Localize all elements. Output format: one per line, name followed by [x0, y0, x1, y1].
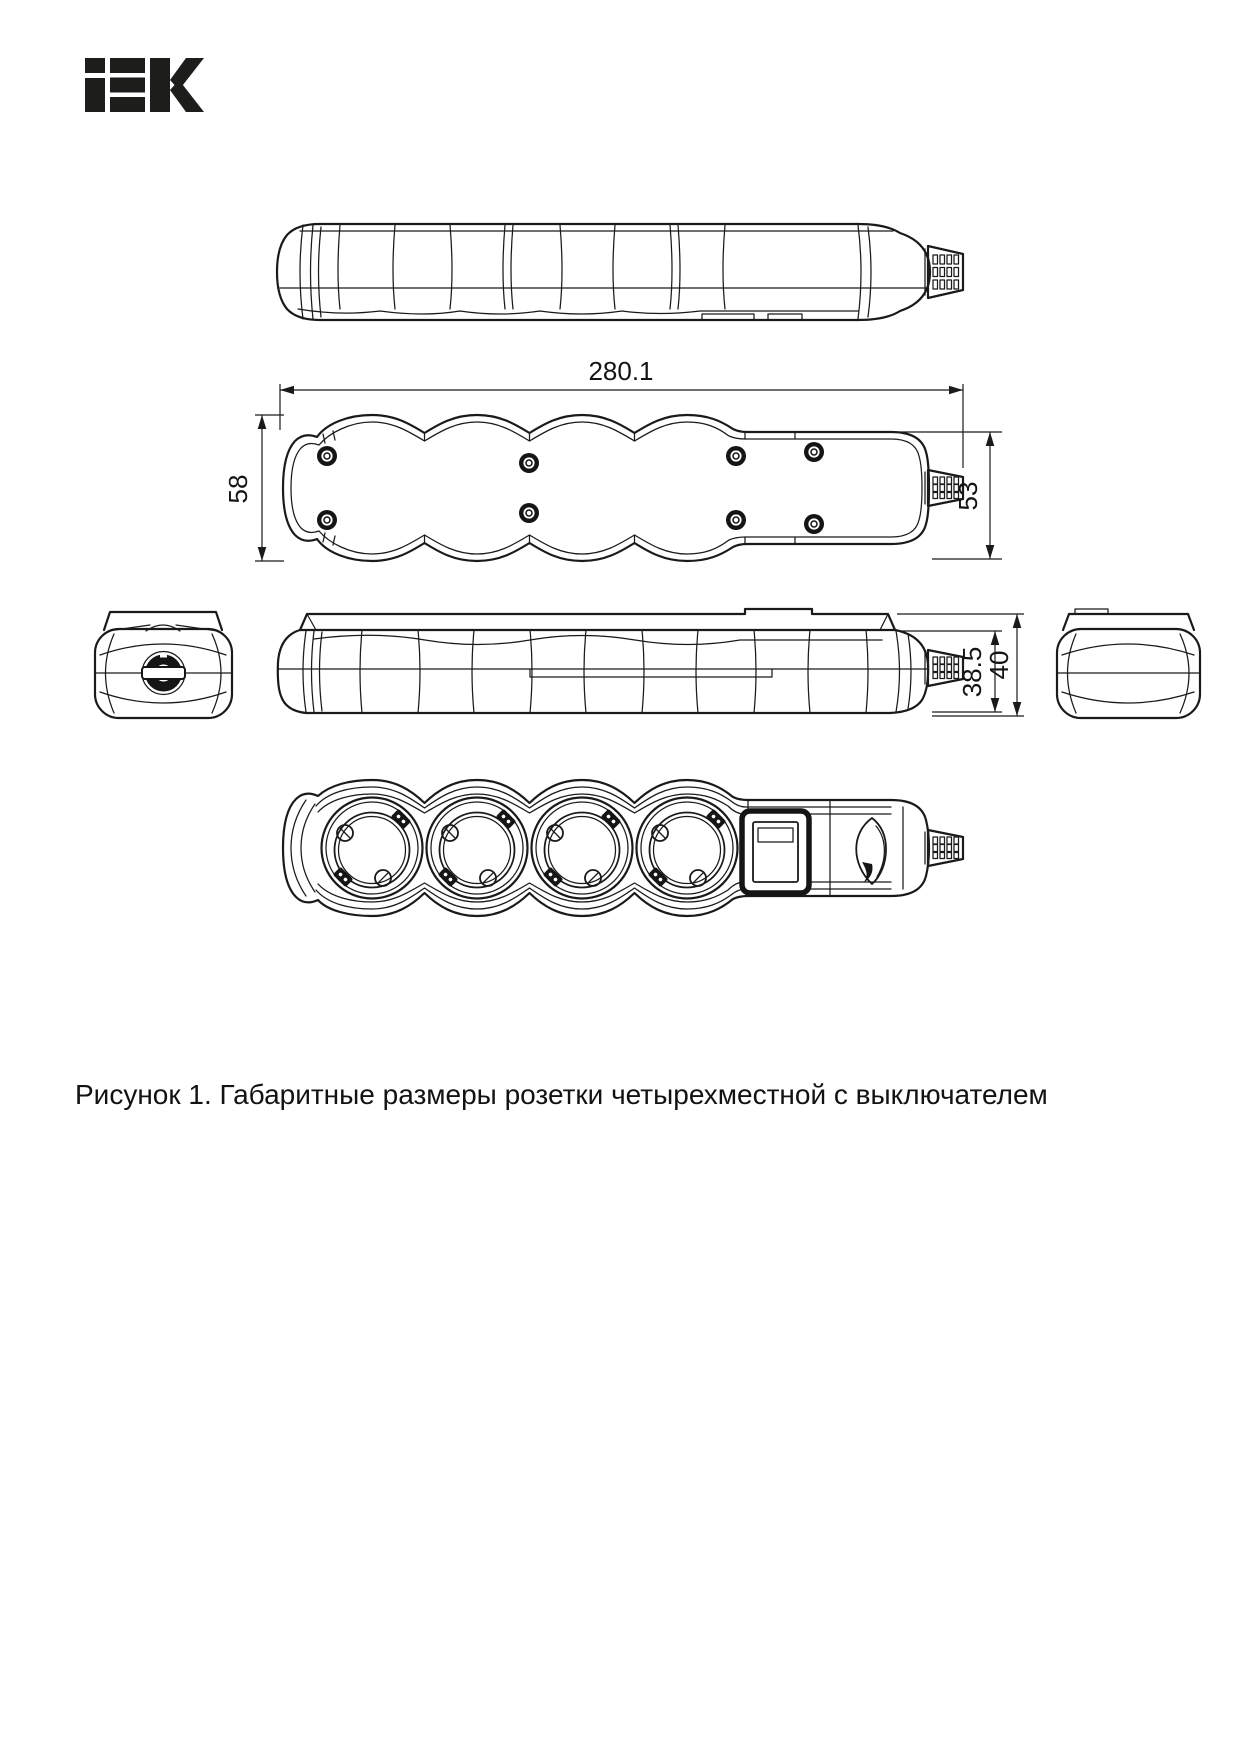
dim-width-overall: [223, 415, 284, 561]
dim-label-height-overall: 40: [984, 650, 1014, 680]
socket: [532, 798, 633, 899]
socket: [637, 798, 738, 899]
socket: [322, 798, 423, 899]
right-end-view: [1057, 609, 1200, 718]
side-view: [278, 609, 963, 713]
handle-cutout: [856, 818, 886, 884]
dim-label-length: 280.1: [588, 356, 654, 386]
power-switch: [742, 811, 809, 893]
socket: [427, 798, 528, 899]
dim-label-width-overall: 58: [223, 474, 253, 504]
dim-length: [280, 356, 963, 468]
front-view: [283, 780, 963, 916]
iek-logo: [85, 58, 204, 112]
bottom-plan-view: [283, 415, 963, 561]
screw-hole: [317, 442, 824, 534]
figure-caption: Рисунок 1. Габаритные размеры розетки четырехместной с выключателем: [75, 1079, 1048, 1110]
rear-side-view: [277, 224, 963, 320]
dim-label-height-body: 38.5: [957, 646, 987, 698]
cord-entry-ring: [142, 652, 185, 695]
left-end-view: [95, 612, 232, 718]
cable-gland: [925, 830, 963, 866]
dim-label-width-body: 53: [953, 481, 983, 511]
